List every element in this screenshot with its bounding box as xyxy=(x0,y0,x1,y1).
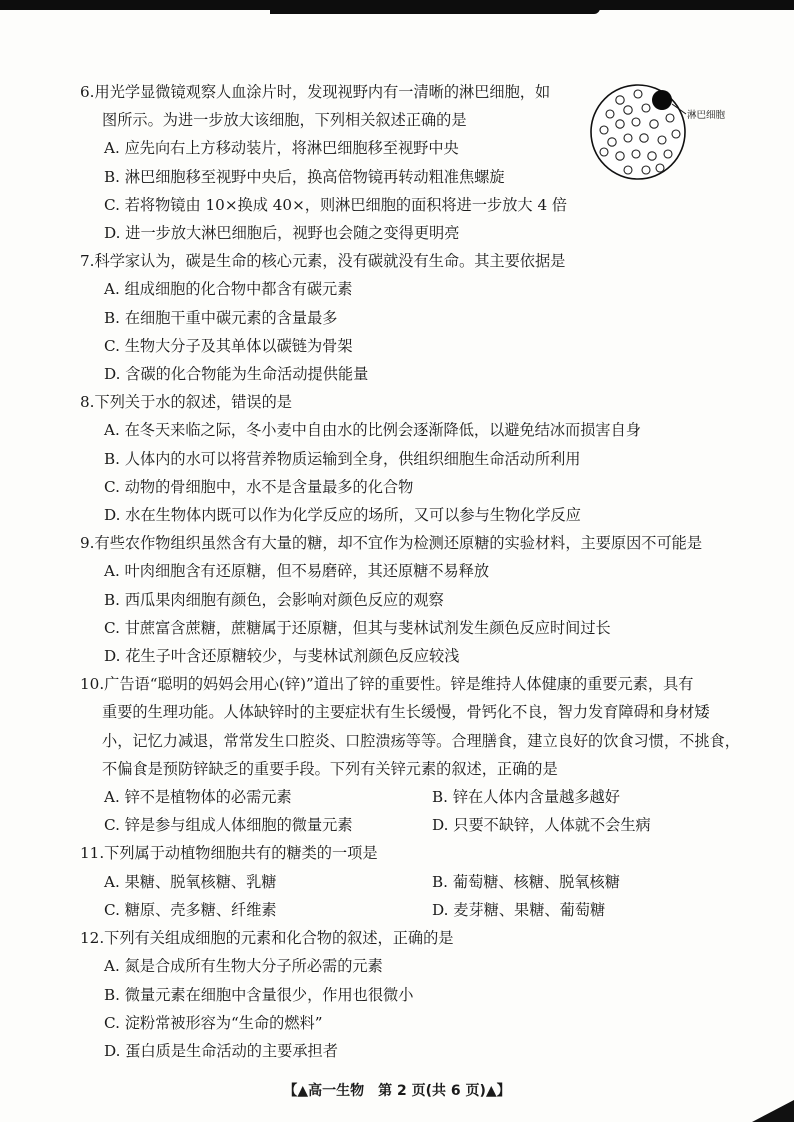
question-8 xyxy=(80,388,760,529)
option-d: D. 麦芽糖、果糖、葡萄糖 xyxy=(432,900,606,919)
question-number: 9. xyxy=(80,534,95,553)
option-a: A. 果糖、脱氧核糖、乳糖 xyxy=(104,872,277,891)
question-12 xyxy=(80,924,760,1065)
option-d: D. 蛋白质是生命活动的主要承担者 xyxy=(104,1041,338,1060)
question-stem: 下列关于水的叙述，错误的是 xyxy=(94,393,292,412)
option-d: D. 进一步放大淋巴细胞后，视野也会随之变得更明亮 xyxy=(104,224,460,243)
question-stem-cont: 小，记忆力减退，常常发生口腔炎、口腔溃疡等等。合理膳食，建立良好的饮食习惯，不挑食， xyxy=(102,731,740,750)
option-b: B. 微量元素在细胞中含量很少，作用也很微小 xyxy=(104,985,414,1004)
option-d: D. 含碳的化合物能为生命活动提供能量 xyxy=(104,365,369,384)
option-a: A. 叶肉细胞含有还原糖，但不易磨碎，其还原糖不易释放 xyxy=(104,562,490,581)
option-a: A. 锌不是植物体的必需元素 xyxy=(104,788,292,807)
question-stem: 有些农作物组织虽然含有大量的糖，却不宜作为检测还原糖的实验材料，主要原因不可能是 xyxy=(94,534,702,553)
option-c: C. 动物的骨细胞中，水不是含量最多的化合物 xyxy=(104,477,414,496)
question-stem-cont: 不偏食是预防锌缺乏的重要手段。下列有关锌元素的叙述，正确的是 xyxy=(102,759,558,778)
option-b: B. 西瓜果肉细胞有颜色，会影响对颜色反应的观察 xyxy=(104,590,444,609)
question-stem: 科学家认为，碳是生命的核心元素，没有碳就没有生命。其主要依据是 xyxy=(94,252,566,271)
option-a: A. 在冬天来临之际，冬小麦中自由水的比例会逐渐降低，以避免结冰而损害自身 xyxy=(104,421,641,440)
option-d: D. 只要不缺锌，人体就不会生病 xyxy=(432,816,651,835)
scan-top-shadow xyxy=(270,0,600,14)
option-b: B. 淋巴细胞移至视野中央后，换高倍物镜再转动粗准焦螺旋 xyxy=(104,167,505,186)
option-a: A. 应先向右上方移动装片，将淋巴细胞移至视野中央 xyxy=(104,139,459,158)
option-c: C. 淀粉常被形容为“生命的燃料” xyxy=(104,1013,323,1032)
question-stem-cont: 图所示。为进一步放大该细胞，下列相关叙述正确的是 xyxy=(102,111,467,130)
option-c: C. 锌是参与组成人体细胞的微量元素 xyxy=(104,816,353,835)
question-number: 6. xyxy=(80,83,95,101)
question-stem-cont: 重要的生理功能。人体缺锌时的主要症状有生长缓慢，骨钙化不良，智力发育障碍和身材矮 xyxy=(102,703,710,722)
question-9 xyxy=(80,529,760,670)
question-stem: 用光学显微镜观察人血涂片时，发现视野内有一清晰的淋巴细胞，如 xyxy=(94,83,551,101)
question-10 xyxy=(80,670,760,839)
page-footer: 【▲高一生物 第 2 页(共 6 页)▲】 xyxy=(283,1083,511,1099)
scan-corner-mark xyxy=(752,1100,794,1122)
question-7 xyxy=(80,247,760,388)
question-11 xyxy=(80,839,760,924)
option-c: C. 糖原、壳多糖、纤维素 xyxy=(104,900,277,919)
option-b: B. 人体内的水可以将营养物质运输到全身，供组织细胞生命活动所利用 xyxy=(104,449,581,468)
question-stem: 下列有关组成细胞的元素和化合物的叙述，正确的是 xyxy=(104,929,454,948)
option-a: A. 氮是合成所有生物大分子所必需的元素 xyxy=(104,957,383,976)
question-content xyxy=(80,78,760,1065)
question-6 xyxy=(80,78,760,247)
figure-label: 淋巴细胞 xyxy=(687,110,726,121)
option-b: B. 在细胞干重中碳元素的含量最多 xyxy=(104,308,338,327)
question-number: 8. xyxy=(80,393,95,412)
question-stem: 下列属于动植物细胞共有的糖类的一项是 xyxy=(104,844,378,863)
option-d: D. 水在生物体内既可以作为化学反应的场所，又可以参与生物化学反应 xyxy=(104,506,581,525)
option-c: C. 若将物镜由 10×换成 40×，则淋巴细胞的面积将进一步放大 4 倍 xyxy=(104,195,568,214)
option-b: B. 锌在人体内含量越多越好 xyxy=(432,788,620,807)
option-c: C. 甘蔗富含蔗糖，蔗糖属于还原糖，但其与斐林试剂发生颜色反应时间过长 xyxy=(104,618,611,637)
question-stem: 广告语“聪明的妈妈会用心(锌)”道出了锌的重要性。锌是维持人体健康的重要元素，具有 xyxy=(104,675,694,694)
option-c: C. 生物大分子及其单体以碳链为骨架 xyxy=(104,336,353,355)
option-a: A. 组成细胞的化合物中都含有碳元素 xyxy=(104,280,353,299)
question-number: 12. xyxy=(80,929,105,948)
question-number: 7. xyxy=(80,252,95,271)
question-number: 11. xyxy=(80,844,105,863)
question-number: 10. xyxy=(80,675,105,694)
option-d: D. 花生子叶含还原糖较少，与斐林试剂颜色反应较浅 xyxy=(104,647,460,666)
option-b: B. 葡萄糖、核糖、脱氧核糖 xyxy=(432,872,620,891)
